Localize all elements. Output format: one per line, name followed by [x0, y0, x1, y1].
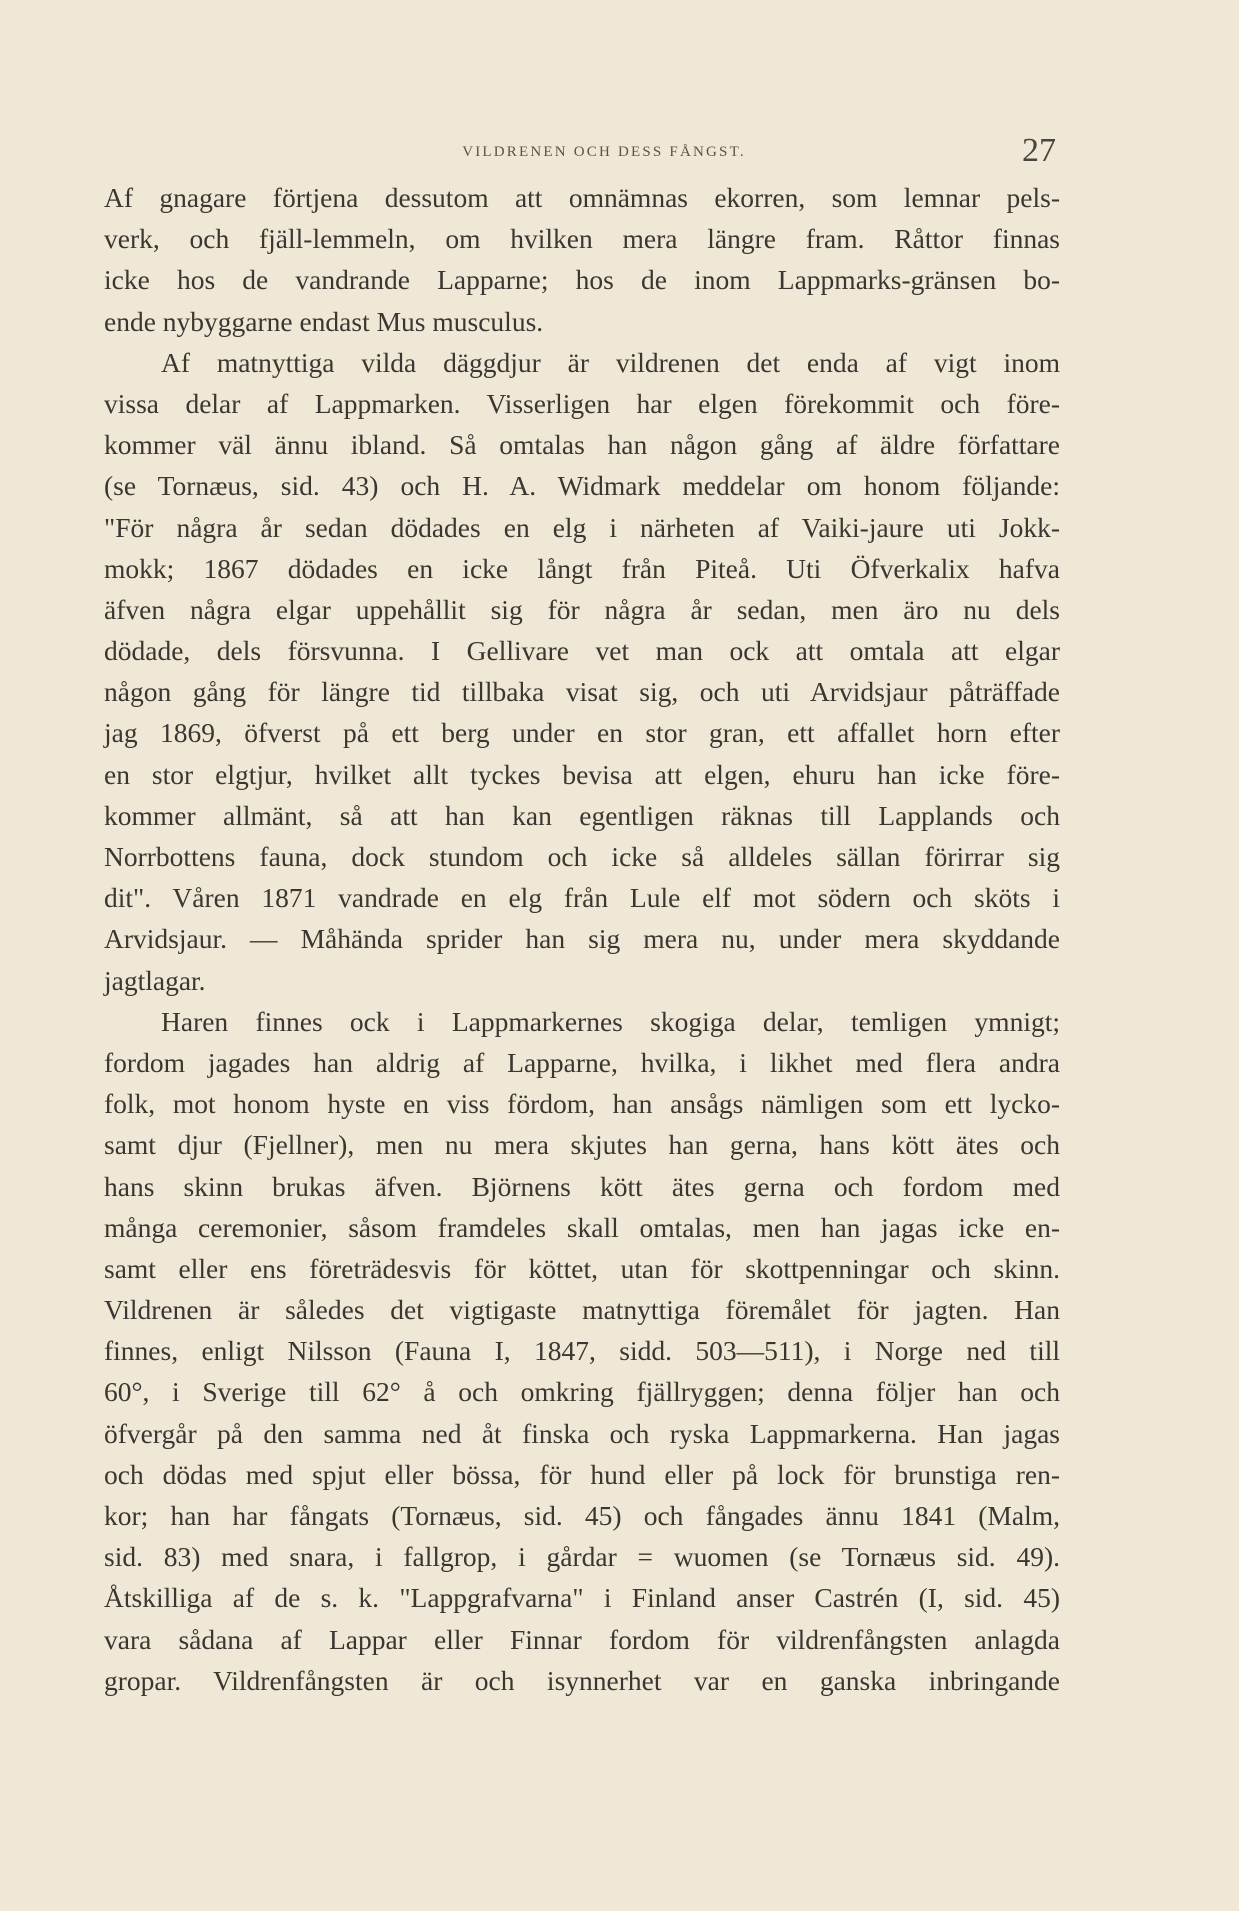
text-line: och dödas med spjut eller bössa, för hund eller på lock för brunstiga ren-: [104, 1458, 1060, 1490]
body-text: [104, 177, 1060, 1701]
text-line: äfven några elgar uppehållit sig för några år sedan, men äro nu dels: [104, 593, 1060, 625]
text-line: samt eller ens företrädesvis för köttet, utan för skottpenningar och skinn.: [104, 1252, 1060, 1284]
text-line: Arvidsjaur. — Måhända sprider han sig mera nu, under mera skyddande: [104, 923, 1060, 955]
text-line: Åtskilliga af de s. k. "Lappgrafvarna" i Finland anser Castrén (I, sid. 45): [104, 1582, 1060, 1614]
text-line: någon gång för längre tid tillbaka visat sig, och uti Arvidsjaur påträffade: [104, 676, 1060, 708]
text-line: jag 1869, öfverst på ett berg under en stor gran, ett affallet horn efter: [104, 717, 1060, 749]
text-line: verk, och fjäll-lemmeln, om hvilken mera längre fram. Råttor finnas: [104, 223, 1060, 255]
text-line: finnes, enligt Nilsson (Fauna I, 1847, sidd. 503—511), i Norge ned till: [104, 1335, 1060, 1367]
text-line: gropar. Vildrenfångsten är och isynnerhet var en ganska inbringande: [104, 1664, 1060, 1696]
page-number: 27: [1022, 132, 1056, 169]
text-line: vissa delar af Lappmarken. Visserligen har elgen förekommit och före-: [104, 387, 1060, 419]
running-head: VILDRENEN OCH DESS FÅNGST.: [462, 144, 746, 160]
text-line: många ceremonier, såsom framdeles skall omtalas, men han jagas icke en-: [104, 1211, 1060, 1243]
text-line: Vildrenen är således det vigtigaste matnyttiga föremålet för jagten. Han: [104, 1294, 1060, 1326]
text-line: hans skinn brukas äfven. Björnens kött ätes gerna och fordom med: [104, 1170, 1060, 1202]
text-line: mokk; 1867 dödades en icke långt från Piteå. Uti Öfverkalix hafva: [104, 552, 1060, 584]
text-line: Af matnyttiga vilda däggdjur är vildrenen det enda af vigt inom: [161, 346, 1060, 378]
text-line: vara sådana af Lappar eller Finnar fordom för vildrenfångsten anlagda: [104, 1623, 1060, 1655]
text-line: folk, mot honom hyste en viss fördom, han ansågs nämligen som ett lycko-: [104, 1088, 1060, 1120]
text-line: dödade, dels försvunna. I Gellivare vet man ock att omtala att elgar: [104, 635, 1060, 667]
text-line: en stor elgtjur, hvilket allt tyckes bevisa att elgen, ehuru han icke före-: [104, 758, 1060, 790]
text-line: fordom jagades han aldrig af Lapparne, hvilka, i likhet med flera andra: [104, 1046, 1060, 1078]
text-line: dit". Våren 1871 vandrade en elg från Lule elf mot södern och sköts i: [104, 882, 1060, 914]
text-line: sid. 83) med snara, i fallgrop, i gårdar = wuomen (se Tornæus sid. 49).: [104, 1541, 1060, 1573]
page-header: [104, 132, 1104, 172]
text-line: kommer allmänt, så att han kan egentligen räknas till Lapplands och: [104, 799, 1060, 831]
text-line: kommer väl ännu ibland. Så omtalas han någon gång af äldre författare: [104, 429, 1060, 461]
text-line: (se Tornæus, sid. 43) och H. A. Widmark meddelar om honom följande:: [104, 470, 1060, 502]
text-line: Haren finnes ock i Lappmarkernes skogiga delar, temligen ymnigt;: [161, 1005, 1060, 1037]
text-line: 60°, i Sverige till 62° å och omkring fjällryggen; denna följer han och: [104, 1376, 1060, 1408]
text-line: öfvergår på den samma ned åt finska och ryska Lappmarkerna. Han jagas: [104, 1417, 1060, 1449]
text-line: kor; han har fångats (Tornæus, sid. 45) och fångades ännu 1841 (Malm,: [104, 1500, 1060, 1531]
text-line: samt djur (Fjellner), men nu mera skjutes han gerna, hans kött ätes och: [104, 1129, 1060, 1161]
text-line: "För några år sedan dödades en elg i närheten af Vaiki-jaure uti Jokk-: [104, 511, 1060, 543]
text-line: Af gnagare förtjena dessutom att omnämnas ekorren, som lemnar pels-: [104, 182, 1060, 213]
text-line: ende nybyggarne endast Mus musculus.: [104, 305, 544, 337]
text-line: jagtlagar.: [104, 964, 206, 996]
text-line: Norrbottens fauna, dock stundom och icke så alldeles sällan förirrar sig: [104, 841, 1060, 872]
text-line: icke hos de vandrande Lapparne; hos de inom Lappmarks-gränsen bo-: [104, 264, 1060, 296]
